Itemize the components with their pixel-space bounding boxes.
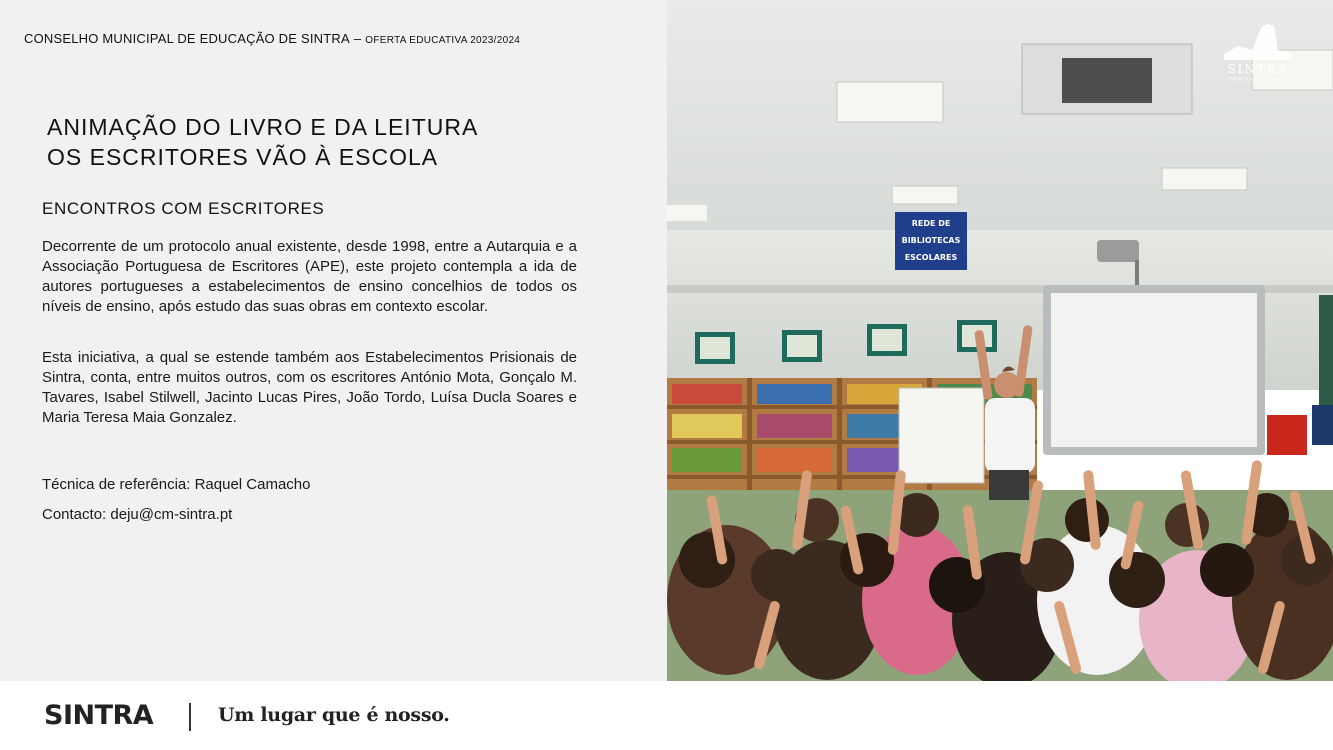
- footer-brand: SINTRA: [44, 700, 154, 731]
- title-line-2: OS ESCRITORES VÃO À ESCOLA: [47, 144, 439, 170]
- technician-label: Técnica de referência:: [42, 476, 191, 493]
- contact-label: Contacto:: [42, 506, 107, 523]
- sign-line-2: BIBLIOTECAS: [901, 236, 961, 245]
- logo-text: SINTRA: [1227, 62, 1289, 76]
- sign-line-3: ESCOLARES: [904, 253, 958, 262]
- sintra-logo: [1218, 20, 1298, 84]
- left-panel: [0, 0, 667, 681]
- header-offer: OFERTA EDUCATIVA 2023/2024: [365, 35, 521, 46]
- sign-line-1: REDE DE: [911, 219, 951, 228]
- header-separator: –: [353, 31, 362, 46]
- page-title: [47, 112, 478, 172]
- section-subtitle: ENCONTROS COM ESCRITORES: [42, 199, 325, 218]
- reference-contact: [42, 506, 232, 523]
- footer: [0, 681, 1333, 750]
- footer-tagline: Um lugar que é nosso.: [218, 704, 450, 726]
- reference-technician: [42, 476, 311, 493]
- title-line-1: ANIMAÇÃO DO LIVRO E DA LEITURA: [47, 114, 479, 140]
- footer-divider: [189, 703, 191, 731]
- technician-name: Raquel Camacho: [194, 476, 311, 493]
- paragraph-2: Esta iniciativa, a qual se estende também aos Estabelecimentos Prisionais de Sintra, conta, entre muitos outros, com os escritores António Mota, Gonçalo M. Tavares, Isabel Stilwell, Jacinto Lucas Pires, João Tordo, Luísa Ducla Soares e Maria Teresa Maia Gonzalez.: [42, 349, 577, 426]
- paragraph-1: Decorrente de um protocolo anual existente, desde 1998, entre a Autarquia e a Associação Portuguesa de Escritores (APE), este projeto contempla a ida de autores portugueses a estabelecimentos de ensino concelhios de todos os níveis de ensino, após estudo das suas obras em contexto escolar.: [42, 238, 577, 315]
- logo-subtext: CÂMARA MUNICIPAL: [1230, 77, 1286, 82]
- header-line: [24, 31, 520, 46]
- header-org: CONSELHO MUNICIPAL DE EDUCAÇÃO DE SINTRA: [24, 31, 350, 46]
- contact-email[interactable]: deju@cm-sintra.pt: [110, 506, 233, 523]
- classroom-photo: [667, 0, 1333, 681]
